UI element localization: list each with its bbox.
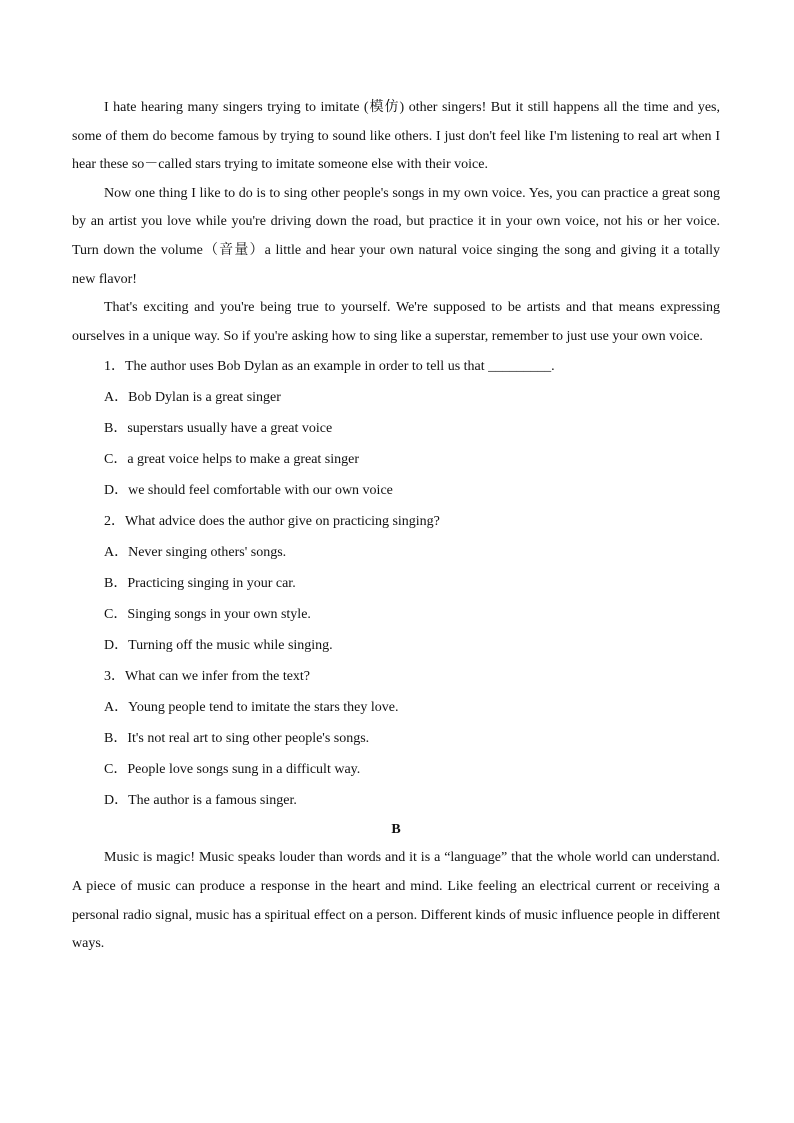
passage-a-paragraph-2: Now one thing I like to do is to sing other people's songs in my own voice. Yes, you can practice a great song by an artist you love while you're driving down the road, but practice it in your own voice, not his or her voice. Turn down the volume（音量）a little and hear your own natural voice singing the song and giving it a totally new flavor! xyxy=(72,185,720,287)
question-3-option-a: A．Young people tend to imitate the stars they love. xyxy=(104,700,399,716)
question-1-option-b: B．superstars usually have a great voice xyxy=(104,421,333,437)
passage-a-paragraph-3: That's exciting and you're being true to yourself. We're supposed to be artists and that means expressing ourselves in a unique way. So if you're asking how to sing like a superstar, remember to just use your own voice. xyxy=(72,300,720,344)
passage-a-paragraph-1: I hate hearing many singers trying to imitate (模仿) other singers! But it still happens all the time and yes, some of them do become famous by trying to sound like others. I just don't feel like I'm listening to real art when I hear these so－called stars trying to imitate someone else with their voice. xyxy=(72,100,720,173)
question-3-option-d: D．The author is a famous singer. xyxy=(104,793,297,809)
question-2-option-b: B．Practicing singing in your car. xyxy=(104,576,296,592)
question-3 xyxy=(72,661,720,816)
question-1-option-c: C．a great voice helps to make a great singer xyxy=(104,452,360,468)
question-2 xyxy=(72,506,720,661)
document-page xyxy=(72,94,720,959)
passage-b-heading: B xyxy=(391,822,401,838)
question-3-option-b: B．It's not real art to sing other people's songs. xyxy=(104,731,370,747)
question-1-option-a: A．Bob Dylan is a great singer xyxy=(104,390,281,406)
question-2-option-a: A．Never singing others' songs. xyxy=(104,545,287,561)
question-1-stem: 1．The author uses Bob Dylan as an example in order to tell us that _________. xyxy=(104,359,555,375)
question-2-option-d: D．Turning off the music while singing. xyxy=(104,638,333,654)
question-3-option-c: C．People love songs sung in a difficult way. xyxy=(104,762,361,778)
passage-b-paragraph-1: Music is magic! Music speaks louder than words and it is a “language” that the whole world can understand. A piece of music can produce a response in the heart and mind. Like feeling an electrical current or receiving a personal radio signal, music has a spiritual effect on a person. Different kinds of music influence people in different ways. xyxy=(72,850,720,952)
question-3-stem: 3．What can we infer from the text? xyxy=(104,669,311,685)
question-1-option-d: D．we should feel comfortable with our own voice xyxy=(104,483,393,499)
question-2-option-c: C．Singing songs in your own style. xyxy=(104,607,311,623)
question-1 xyxy=(72,351,720,506)
question-2-stem: 2．What advice does the author give on practicing singing? xyxy=(104,514,440,530)
